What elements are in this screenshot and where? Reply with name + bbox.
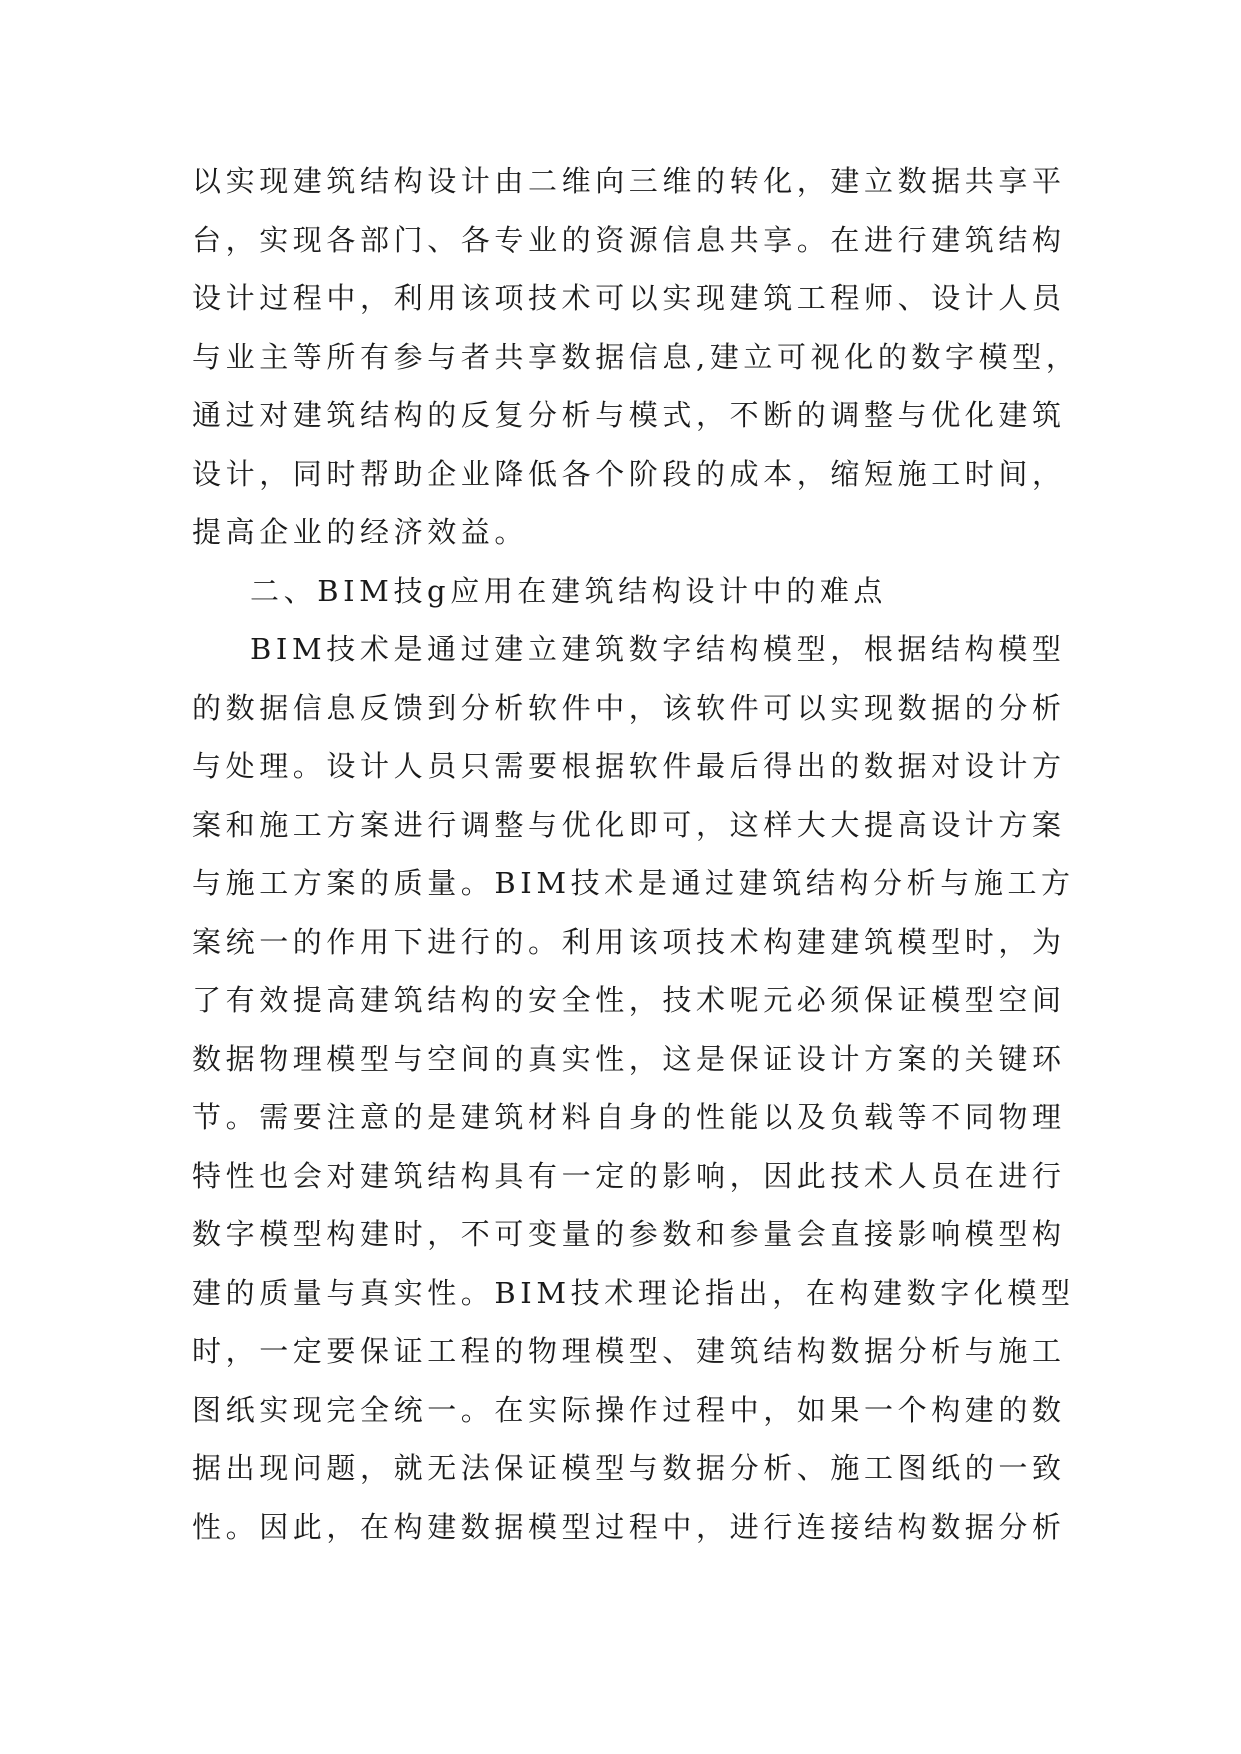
text-line: 的数据信息反馈到分析软件中，该软件可以实现数据的分析	[192, 690, 1066, 725]
text-line: 数据物理模型与空间的真实性，这是保证设计方案的关键环	[192, 1041, 1066, 1076]
text-line: 设计过程中，利用该项技术可以实现建筑工程师、设计人员	[192, 281, 1066, 315]
text-line: 案统一的作用下进行的。利用该项技术构建建筑模型时，为	[192, 924, 1066, 959]
text-line: 节。需要注意的是建筑材料自身的性能以及负载等不同物理	[192, 1100, 1066, 1134]
body-text	[192, 152, 1080, 1556]
text-line: 性。因此，在构建数据模型过程中，进行连接结构数据分析	[192, 1509, 1066, 1544]
text-line: 台，实现各部门、各专业的资源信息共享。在进行建筑结构	[192, 222, 1066, 257]
text-line: BIM技术是通过建立建筑数字结构模型，根据结构模型	[250, 632, 1066, 666]
text-line: 了有效提高建筑结构的安全性，技术呢元必须保证模型空间	[192, 983, 1066, 1017]
text-line: 通过对建筑结构的反复分析与模式，不断的调整与优化建筑	[192, 398, 1066, 432]
text-line: 与施工方案的质量。BIM技术是通过建筑结构分析与施工方	[192, 866, 1075, 900]
text-line: 据出现问题，就无法保证模型与数据分析、施工图纸的一致	[192, 1451, 1066, 1485]
text-line: 以实现建筑结构设计由二维向三维的转化，建立数据共享平	[192, 164, 1066, 198]
text-line: 特性也会对建筑结构具有一定的影响，因此技术人员在进行	[192, 1158, 1066, 1193]
text-line: 案和施工方案进行调整与优化即可，这样大大提高设计方案	[192, 807, 1066, 842]
text-line: 图纸实现完全统一。在实际操作过程中，如果一个构建的数	[192, 1392, 1066, 1427]
text-line: 与处理。设计人员只需要根据软件最后得出的数据对设计方	[192, 749, 1066, 783]
text-line: 设计，同时帮助企业降低各个阶段的成本，缩短施工时间，	[192, 456, 1066, 491]
text-line: 与业主等所有参与者共享数据信息,建立可视化的数字模型，	[192, 339, 1080, 374]
section-heading: 二、BIM技g应用在建筑结构设计中的难点	[250, 573, 888, 608]
text-line: 时，一定要保证工程的物理模型、建筑结构数据分析与施工	[192, 1334, 1066, 1368]
text-line: 提高企业的经济效益。	[192, 515, 529, 549]
text-line: 数字模型构建时，不可变量的参数和参量会直接影响模型构	[192, 1217, 1066, 1251]
text-line: 建的质量与真实性。BIM技术理论指出，在构建数字化模型	[192, 1275, 1075, 1310]
